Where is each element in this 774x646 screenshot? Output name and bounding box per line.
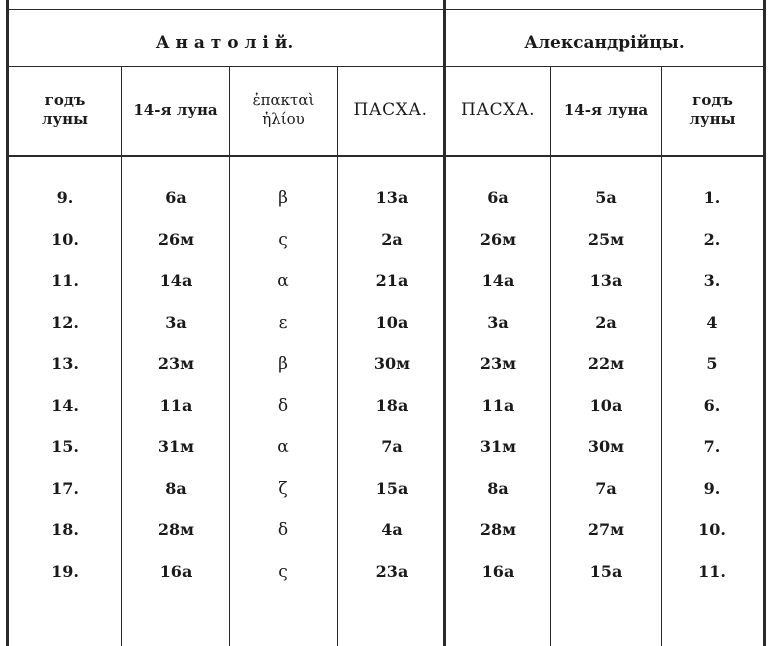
cell-year-left: 19. — [51, 562, 79, 581]
cell-14th-moon-left: 11а — [159, 396, 193, 415]
cell-epact: α — [277, 437, 289, 457]
header-easter-left: ПАСХА. — [353, 99, 428, 120]
cell-easter-right: 14а — [481, 271, 515, 290]
cell-14th-moon-right: 15а — [589, 562, 623, 581]
cell-year-right: 7. — [703, 437, 721, 456]
cell-year-right: 6. — [703, 396, 721, 415]
group-title-anatoliy: А н а т о л і й. — [155, 33, 294, 53]
cell-easter-left: 30м — [373, 354, 411, 373]
cell-year-left: 9. — [56, 188, 74, 207]
column-divider — [229, 66, 230, 646]
header-14th-moon-right: 14-я луна — [563, 100, 649, 119]
header-year-left: годъ луны — [41, 91, 89, 128]
cell-year-left: 10. — [51, 230, 79, 249]
cell-14th-moon-right: 27м — [587, 520, 625, 539]
cell-year-left: 11. — [51, 271, 79, 290]
cell-14th-moon-right: 25м — [587, 230, 625, 249]
header-14th-moon-left: 14-я луна — [133, 100, 218, 119]
cell-epact: ς — [278, 230, 288, 250]
cell-easter-right: 23м — [479, 354, 517, 373]
header-body-divider — [6, 155, 766, 157]
cell-14th-moon-right: 7а — [595, 479, 617, 498]
cell-14th-moon-left: 16а — [159, 562, 193, 581]
cell-easter-right: 6а — [487, 188, 509, 207]
cell-14th-moon-left: 8а — [165, 479, 187, 498]
cell-easter-left: 21а — [375, 271, 409, 290]
cell-14th-moon-right: 5а — [595, 188, 617, 207]
cell-year-right: 5 — [706, 354, 718, 373]
cell-year-right: 9. — [703, 479, 721, 498]
cell-easter-right: 3а — [487, 313, 509, 332]
table-frame — [6, 0, 766, 646]
table-top-border — [6, 9, 766, 10]
table-right-border — [763, 0, 766, 646]
cell-easter-right: 28м — [479, 520, 517, 539]
cell-easter-left: 7а — [381, 437, 403, 456]
cell-year-left: 17. — [51, 479, 79, 498]
cell-epact: β — [278, 354, 288, 374]
cell-easter-left: 15а — [375, 479, 409, 498]
cell-year-right: 11. — [698, 562, 726, 581]
cell-easter-left: 18а — [375, 396, 409, 415]
header-year-right: годъ луны — [689, 91, 736, 128]
cell-epact: δ — [277, 396, 289, 416]
cell-easter-left: 10а — [375, 313, 409, 332]
cell-year-left: 15. — [51, 437, 79, 456]
column-divider — [337, 66, 338, 646]
cell-14th-moon-right: 22м — [587, 354, 625, 373]
cell-14th-moon-left: 14а — [159, 271, 193, 290]
cell-14th-moon-right: 10а — [589, 396, 623, 415]
cell-epact: ζ — [278, 479, 288, 499]
cell-easter-left: 4а — [381, 520, 403, 539]
cell-epact: δ — [277, 520, 289, 540]
cell-14th-moon-left: 31м — [157, 437, 195, 456]
cell-14th-moon-left: 3а — [165, 313, 187, 332]
cell-epact: ς — [278, 562, 288, 582]
cell-easter-left: 23а — [375, 562, 409, 581]
cell-epact: α — [277, 271, 289, 291]
cell-14th-moon-right: 30м — [587, 437, 625, 456]
cell-year-right: 4 — [706, 313, 718, 332]
cell-easter-right: 26м — [479, 230, 517, 249]
cell-year-left: 14. — [51, 396, 79, 415]
header-easter-right: ПАСХА. — [460, 99, 536, 120]
cell-easter-right: 16а — [481, 562, 515, 581]
cell-year-right: 10. — [698, 520, 726, 539]
group-title-alexandrians: Александрійцы. — [524, 33, 685, 53]
cell-epact: β — [278, 188, 288, 208]
cell-epact: ε — [278, 313, 288, 333]
group-header-divider — [6, 66, 766, 67]
cell-year-left: 13. — [51, 354, 79, 373]
cell-easter-right: 31м — [479, 437, 517, 456]
cell-year-right: 2. — [703, 230, 721, 249]
cell-year-left: 18. — [51, 520, 79, 539]
cell-14th-moon-left: 6а — [165, 188, 187, 207]
header-epacts: ἐπακταὶ ἡλίου — [252, 91, 315, 128]
cell-year-left: 12. — [51, 313, 79, 332]
cell-14th-moon-left: 26м — [157, 230, 195, 249]
cell-14th-moon-right: 2а — [595, 313, 617, 332]
cell-year-right: 1. — [703, 188, 721, 207]
cell-14th-moon-right: 13а — [589, 271, 623, 290]
column-divider — [121, 66, 122, 646]
column-divider — [550, 66, 551, 646]
cell-easter-right: 11а — [481, 396, 515, 415]
cell-easter-left: 13а — [375, 188, 409, 207]
cell-easter-left: 2а — [381, 230, 403, 249]
cell-easter-right: 8а — [487, 479, 509, 498]
cell-14th-moon-left: 23м — [157, 354, 195, 373]
cell-14th-moon-left: 28м — [157, 520, 195, 539]
cell-year-right: 3. — [703, 271, 721, 290]
